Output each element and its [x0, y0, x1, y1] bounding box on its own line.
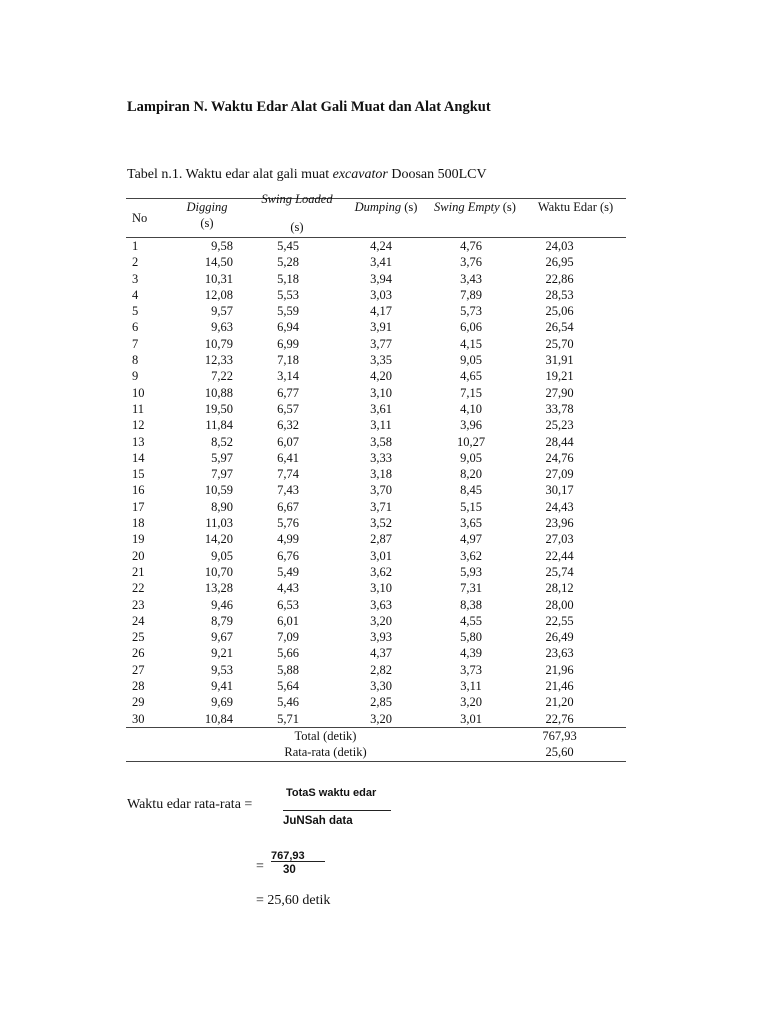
cell-swing-empty: 3,73 — [460, 662, 482, 677]
cell-swing-loaded: 6,94 — [277, 320, 299, 335]
cell-dumping: 3,18 — [370, 467, 392, 482]
cell-no: 21 — [132, 564, 145, 579]
cell-no: 28 — [132, 679, 145, 694]
cell-dumping: 3,41 — [370, 255, 392, 270]
cell-digging: 19,50 — [204, 401, 233, 416]
header-digging-unit: (s) — [200, 216, 214, 231]
header-dumping-label: Dumping — [354, 200, 402, 214]
cell-no: 20 — [132, 548, 145, 563]
cell-no: 15 — [132, 467, 145, 482]
caption-italic: excavator — [332, 167, 388, 182]
cell-dumping: 4,17 — [370, 304, 392, 319]
cell-waktu-edar: 21,96 — [545, 662, 574, 677]
cell-digging: 8,90 — [211, 499, 233, 514]
table-row — [126, 319, 626, 335]
cell-waktu-edar: 22,76 — [545, 711, 574, 726]
cell-no: 7 — [132, 336, 139, 351]
header-digging — [167, 199, 247, 238]
caption-suffix: Doosan 500LCV — [387, 167, 487, 182]
cell-swing-empty: 3,96 — [460, 418, 482, 433]
table-row — [126, 515, 626, 531]
cell-dumping: 3,10 — [370, 385, 392, 400]
cell-no: 29 — [132, 695, 145, 710]
cell-digging: 10,59 — [204, 483, 233, 498]
cell-digging: 13,28 — [204, 581, 233, 596]
cell-digging: 14,20 — [204, 532, 233, 547]
header-swing-loaded — [247, 192, 347, 238]
cell-digging: 9,46 — [211, 597, 233, 612]
cell-digging: 9,05 — [211, 548, 233, 563]
cell-waktu-edar: 28,12 — [545, 581, 574, 596]
formula-result: = 25,60 detik — [256, 893, 331, 908]
cell-swing-loaded: 6,01 — [277, 613, 299, 628]
cell-swing-empty: 3,62 — [460, 548, 482, 563]
cell-waktu-edar: 25,74 — [545, 564, 574, 579]
cell-swing-empty: 4,97 — [460, 532, 482, 547]
cell-waktu-edar: 26,95 — [545, 255, 574, 270]
cell-dumping: 3,77 — [370, 336, 392, 351]
cell-waktu-edar: 23,63 — [545, 646, 574, 661]
cell-digging: 14,50 — [204, 255, 233, 270]
table-row — [126, 597, 626, 613]
cell-dumping: 3,01 — [370, 548, 392, 563]
cell-digging: 10,88 — [204, 385, 233, 400]
cell-swing-empty: 7,31 — [460, 581, 482, 596]
cell-swing-loaded: 7,09 — [277, 630, 299, 645]
cell-digging: 12,08 — [204, 287, 233, 302]
cell-swing-empty: 6,06 — [460, 320, 482, 335]
fraction-line — [283, 810, 391, 811]
cell-swing-loaded: 5,53 — [277, 287, 299, 302]
cell-waktu-edar: 27,09 — [545, 467, 574, 482]
cell-digging: 10,79 — [204, 336, 233, 351]
cell-waktu-edar: 28,53 — [545, 287, 574, 302]
table-row — [126, 336, 626, 352]
cell-dumping: 3,20 — [370, 613, 392, 628]
cell-swing-empty: 3,11 — [460, 679, 482, 694]
total-row — [126, 727, 626, 744]
cell-swing-loaded: 3,14 — [277, 369, 299, 384]
cell-swing-empty: 5,15 — [460, 499, 482, 514]
table-row — [126, 401, 626, 417]
cell-dumping: 3,71 — [370, 499, 392, 514]
cell-waktu-edar: 27,03 — [545, 532, 574, 547]
cell-waktu-edar: 30,17 — [545, 483, 574, 498]
cell-swing-empty: 4,10 — [460, 401, 482, 416]
cell-dumping: 3,30 — [370, 679, 392, 694]
cell-no: 8 — [132, 353, 139, 368]
cell-swing-empty: 9,05 — [460, 450, 482, 465]
cell-digging: 9,41 — [211, 679, 233, 694]
cell-digging: 10,84 — [204, 711, 233, 726]
table-row — [126, 368, 626, 384]
cell-digging: 9,67 — [211, 630, 233, 645]
cell-no: 18 — [132, 516, 145, 531]
cell-waktu-edar: 25,70 — [545, 336, 574, 351]
cell-waktu-edar: 33,78 — [545, 401, 574, 416]
cell-swing-loaded: 6,41 — [277, 450, 299, 465]
table-row — [126, 482, 626, 498]
cell-digging: 11,84 — [205, 418, 233, 433]
cell-no: 10 — [132, 385, 145, 400]
cell-no: 27 — [132, 662, 145, 677]
cell-swing-loaded: 7,43 — [277, 483, 299, 498]
cell-waktu-edar: 26,49 — [545, 630, 574, 645]
cell-no: 4 — [132, 287, 139, 302]
header-swing-empty-unit: (s) — [499, 200, 516, 214]
cell-swing-empty: 3,20 — [460, 695, 482, 710]
cell-swing-loaded: 5,76 — [277, 516, 299, 531]
cell-digging: 9,21 — [211, 646, 233, 661]
cell-swing-loaded: 5,71 — [277, 711, 299, 726]
cell-dumping: 2,82 — [370, 662, 392, 677]
table-row — [126, 694, 626, 710]
cell-swing-loaded: 5,49 — [277, 564, 299, 579]
cell-no: 30 — [132, 711, 145, 726]
formula-equals: = — [256, 859, 264, 874]
cell-swing-loaded: 6,67 — [277, 499, 299, 514]
cell-dumping: 4,20 — [370, 369, 392, 384]
cell-swing-empty: 3,43 — [460, 271, 482, 286]
cell-digging: 7,22 — [211, 369, 233, 384]
table-row — [126, 287, 626, 303]
caption-prefix: Tabel n.1. Waktu edar alat gali muat — [127, 167, 333, 182]
cell-swing-loaded: 7,74 — [277, 467, 299, 482]
cell-no: 16 — [132, 483, 145, 498]
cell-no: 11 — [132, 401, 145, 416]
cell-digging: 9,53 — [211, 662, 233, 677]
cell-dumping: 3,20 — [370, 711, 392, 726]
formula-denominator: JuNSah data — [283, 815, 353, 827]
cell-waktu-edar: 25,06 — [545, 304, 574, 319]
cell-swing-empty: 8,45 — [460, 483, 482, 498]
table-row — [126, 678, 626, 694]
cell-swing-empty: 5,80 — [460, 630, 482, 645]
cycle-time-table — [126, 192, 626, 762]
cell-no: 13 — [132, 434, 145, 449]
cell-dumping: 2,87 — [370, 532, 392, 547]
cell-digging: 8,52 — [211, 434, 233, 449]
table-row — [126, 466, 626, 482]
table-row — [126, 434, 626, 450]
cell-swing-empty: 3,76 — [460, 255, 482, 270]
cell-digging: 9,63 — [211, 320, 233, 335]
cell-digging: 10,31 — [204, 271, 233, 286]
cell-dumping: 3,63 — [370, 597, 392, 612]
cell-no: 17 — [132, 499, 145, 514]
table-row — [126, 238, 626, 255]
table-row — [126, 385, 626, 401]
cell-waktu-edar: 27,90 — [545, 385, 574, 400]
cell-swing-loaded: 5,88 — [277, 662, 299, 677]
cell-no: 12 — [132, 418, 145, 433]
cell-dumping: 3,52 — [370, 516, 392, 531]
cell-waktu-edar: 26,54 — [545, 320, 574, 335]
table-row — [126, 580, 626, 596]
table-row — [126, 629, 626, 645]
cell-no: 19 — [132, 532, 145, 547]
table-row — [126, 450, 626, 466]
header-swing-empty-label: Swing Empty — [434, 200, 500, 214]
cell-swing-loaded: 5,45 — [277, 239, 299, 253]
cell-swing-loaded: 5,28 — [277, 255, 299, 270]
cell-no: 6 — [132, 320, 139, 335]
cell-dumping: 3,35 — [370, 353, 392, 368]
cell-digging: 8,79 — [211, 613, 233, 628]
cell-dumping: 3,58 — [370, 434, 392, 449]
total-label: Total (detik) — [294, 728, 357, 743]
cell-swing-empty: 5,93 — [460, 564, 482, 579]
cell-swing-empty: 5,73 — [460, 304, 482, 319]
cell-swing-loaded: 6,07 — [277, 434, 299, 449]
cell-swing-loaded: 5,64 — [277, 679, 299, 694]
average-value: 25,60 — [545, 745, 574, 760]
cell-dumping: 3,62 — [370, 564, 392, 579]
table-row — [126, 417, 626, 433]
cell-digging: 9,58 — [211, 239, 233, 253]
header-swing-empty — [425, 199, 525, 238]
average-label: Rata-rata (detik) — [284, 745, 367, 760]
cell-no: 23 — [132, 597, 145, 612]
cell-dumping: 3,70 — [370, 483, 392, 498]
cell-swing-loaded: 6,57 — [277, 401, 299, 416]
table-row — [126, 645, 626, 661]
table-row — [126, 254, 626, 270]
table-row — [126, 499, 626, 515]
header-waktu-edar: Waktu Edar (s) — [537, 200, 614, 214]
cell-no: 9 — [132, 369, 139, 384]
table-body — [126, 238, 626, 728]
cell-swing-loaded: 4,99 — [277, 532, 299, 547]
cell-waktu-edar: 25,23 — [545, 418, 574, 433]
cell-no: 5 — [132, 304, 139, 319]
cell-swing-loaded: 5,18 — [277, 271, 299, 286]
cell-no: 24 — [132, 613, 145, 628]
cell-swing-empty: 3,65 — [460, 516, 482, 531]
cell-swing-empty: 4,55 — [460, 613, 482, 628]
cell-waktu-edar: 22,86 — [545, 271, 574, 286]
table-row — [126, 711, 626, 728]
appendix-heading: Lampiran N. Waktu Edar Alat Gali Muat dan Alat Angkut — [127, 99, 491, 115]
cell-swing-loaded: 7,18 — [277, 353, 299, 368]
cell-swing-empty: 3,01 — [460, 711, 482, 726]
cell-swing-loaded: 6,99 — [277, 336, 299, 351]
header-no: No — [132, 210, 148, 225]
cell-swing-loaded: 5,66 — [277, 646, 299, 661]
cell-digging: 12,33 — [204, 353, 233, 368]
cell-dumping: 3,33 — [370, 450, 392, 465]
total-value: 767,93 — [542, 728, 577, 743]
cell-dumping: 3,91 — [370, 320, 392, 335]
formula-numerator: TotaS waktu edar — [286, 787, 377, 799]
cell-waktu-edar: 23,96 — [545, 516, 574, 531]
header-dumping — [347, 199, 425, 238]
table-row — [126, 531, 626, 547]
cell-digging: 5,97 — [211, 450, 233, 465]
cell-waktu-edar: 22,55 — [545, 613, 574, 628]
cell-waktu-edar: 21,46 — [545, 679, 574, 694]
cell-swing-empty: 4,15 — [460, 336, 482, 351]
cell-no: 2 — [132, 255, 139, 270]
header-dumping-unit: (s) — [401, 200, 418, 214]
table-row — [126, 662, 626, 678]
cell-swing-empty: 7,15 — [460, 385, 482, 400]
table-caption — [127, 167, 487, 183]
cell-swing-empty: 8,38 — [460, 597, 482, 612]
table-row — [126, 564, 626, 580]
cell-no: 1 — [132, 239, 139, 253]
cell-waktu-edar: 28,00 — [545, 597, 574, 612]
cell-dumping: 4,24 — [370, 239, 392, 253]
cell-dumping: 3,10 — [370, 581, 392, 596]
cell-swing-loaded: 6,76 — [277, 548, 299, 563]
cell-waktu-edar: 24,03 — [545, 239, 574, 253]
cell-dumping: 4,37 — [370, 646, 392, 661]
formula-denominator-value: 30 — [283, 864, 296, 876]
header-digging-label: Digging — [186, 200, 228, 214]
table-row — [126, 548, 626, 564]
cell-dumping: 2,85 — [370, 695, 392, 710]
cell-swing-empty: 9,05 — [460, 353, 482, 368]
cell-swing-empty: 4,65 — [460, 369, 482, 384]
cell-no: 26 — [132, 646, 145, 661]
header-swing-loaded-unit: (s) — [290, 220, 304, 234]
cell-waktu-edar: 21,20 — [545, 695, 574, 710]
cell-no: 14 — [132, 450, 145, 465]
cell-digging: 9,69 — [211, 695, 233, 710]
cell-dumping: 3,11 — [370, 418, 392, 433]
cell-waktu-edar: 24,76 — [545, 450, 574, 465]
cell-swing-loaded: 6,53 — [277, 597, 299, 612]
cell-swing-loaded: 5,46 — [277, 695, 299, 710]
cell-swing-empty: 7,89 — [460, 287, 482, 302]
cell-waktu-edar: 28,44 — [545, 434, 574, 449]
cell-waktu-edar: 31,91 — [545, 353, 574, 368]
fraction-line-2 — [271, 861, 325, 862]
cell-digging: 9,57 — [211, 304, 233, 319]
formula-numerator-value: 767,93 — [271, 850, 305, 862]
cell-swing-empty: 4,39 — [460, 646, 482, 661]
cell-waktu-edar: 19,21 — [545, 369, 574, 384]
average-row — [126, 744, 626, 761]
cell-swing-loaded: 6,32 — [277, 418, 299, 433]
cell-swing-empty: 8,20 — [460, 467, 482, 482]
cell-dumping: 3,03 — [370, 287, 392, 302]
cell-waktu-edar: 24,43 — [545, 499, 574, 514]
cell-dumping: 3,61 — [370, 401, 392, 416]
cell-waktu-edar: 22,44 — [545, 548, 574, 563]
table-row — [126, 271, 626, 287]
formula-label: Waktu edar rata-rata = — [127, 797, 253, 812]
cell-digging: 11,03 — [205, 516, 233, 531]
table-header-row — [126, 199, 626, 238]
cell-dumping: 3,94 — [370, 271, 392, 286]
cell-dumping: 3,93 — [370, 630, 392, 645]
table-row — [126, 613, 626, 629]
cell-swing-empty: 4,76 — [460, 239, 482, 253]
table-row — [126, 303, 626, 319]
header-swing-loaded-label: Swing Loaded — [261, 192, 333, 206]
cell-no: 22 — [132, 581, 145, 596]
cell-digging: 10,70 — [204, 564, 233, 579]
cell-digging: 7,97 — [211, 467, 233, 482]
table-row — [126, 352, 626, 368]
cell-no: 25 — [132, 630, 145, 645]
cell-swing-loaded: 4,43 — [277, 581, 299, 596]
cell-no: 3 — [132, 271, 139, 286]
cell-swing-loaded: 5,59 — [277, 304, 299, 319]
cell-swing-loaded: 6,77 — [277, 385, 299, 400]
cell-swing-empty: 10,27 — [456, 434, 486, 449]
